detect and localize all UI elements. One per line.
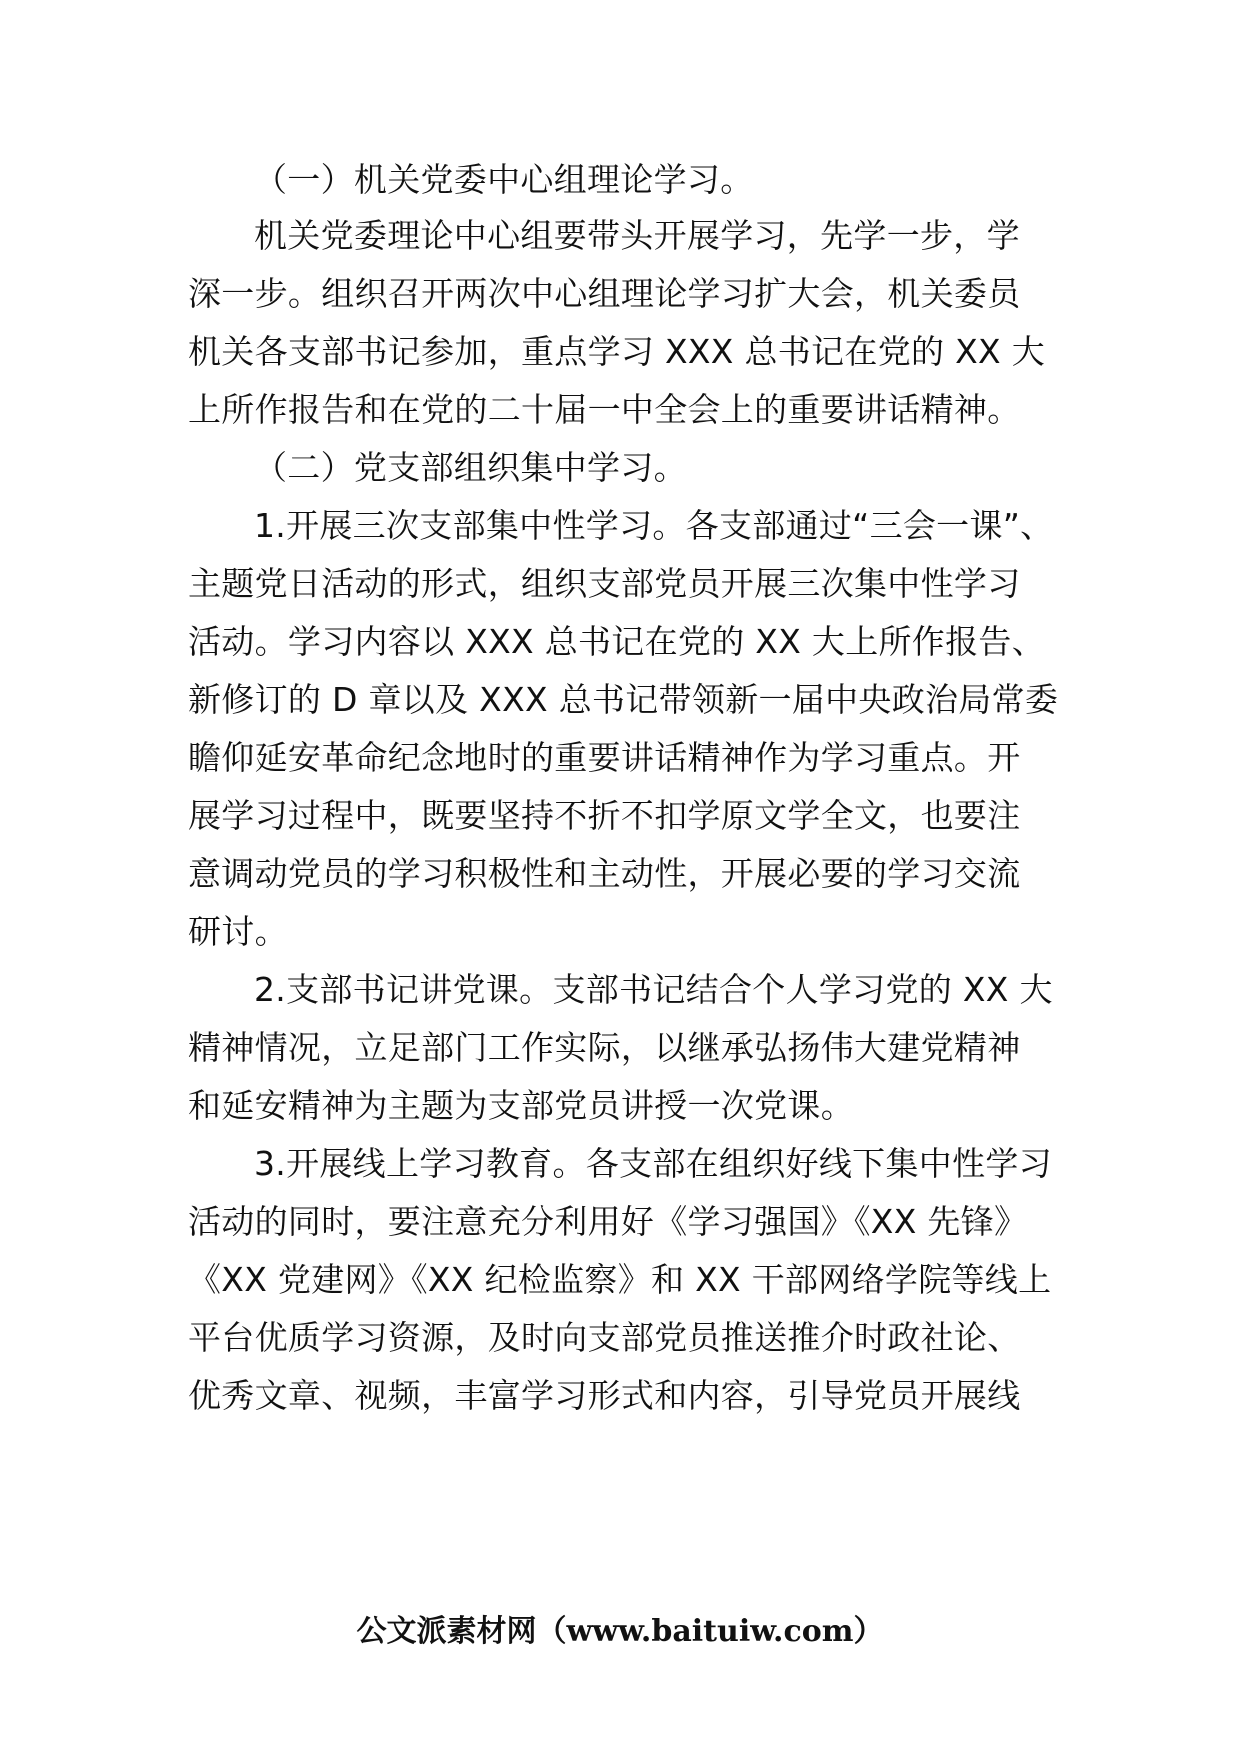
paragraph-line: 精神情况，立足部门工作实际，以继承弘扬伟大建党精神 bbox=[188, 1028, 1021, 1067]
paragraph-line: 活动。学习内容以 XXX 总书记在党的 XX 大上所作报告、 bbox=[188, 622, 1045, 661]
paragraph-line: 《XX 党建网》《XX 纪检监察》和 XX 干部网络学院等线上 bbox=[188, 1260, 1052, 1299]
paragraph-line: 活动的同时，要注意充分利用好《学习强国》《XX 先锋》 bbox=[188, 1202, 1028, 1241]
paragraph-line: 机关各支部书记参加，重点学习 XXX 总书记在党的 XX 大 bbox=[188, 332, 1045, 371]
paragraph-line: 意调动党员的学习积极性和主动性，开展必要的学习交流 bbox=[188, 854, 1021, 893]
paragraph-line: 主题党日活动的形式，组织支部党员开展三次集中性学习 bbox=[188, 564, 1021, 603]
page-footer: 公文派素材网（www.baituiw.com） bbox=[356, 1614, 884, 1649]
paragraph-line: 展学习过程中，既要坚持不折不扣学原文学全文，也要注 bbox=[188, 796, 1021, 835]
paragraph-line: 瞻仰延安革命纪念地时的重要讲话精神作为学习重点。开 bbox=[188, 738, 1021, 777]
paragraph-line: 深一步。组织召开两次中心组理论学习扩大会，机关委员 bbox=[188, 274, 1021, 313]
paragraph-line: 研讨。 bbox=[188, 912, 288, 951]
paragraph-line: 3.开展线上学习教育。各支部在组织好线下集中性学习 bbox=[254, 1144, 1052, 1183]
paragraph-line: 优秀文章、视频，丰富学习形式和内容，引导党员开展线 bbox=[188, 1376, 1021, 1415]
paragraph-line: 上所作报告和在党的二十届一中全会上的重要讲话精神。 bbox=[188, 390, 1021, 429]
paragraph-line: 1.开展三次支部集中性学习。各支部通过“三会一课”、 bbox=[254, 506, 1054, 545]
paragraph-line: 平台优质学习资源，及时向支部党员推送推介时政社论、 bbox=[188, 1318, 1021, 1357]
heading-2: （二）党支部组织集中学习。 bbox=[254, 448, 687, 487]
paragraph-line: 新修订的 D 章以及 XXX 总书记带领新一届中央政治局常委 bbox=[188, 680, 1059, 719]
paragraph-line: 和延安精神为主题为支部党员讲授一次党课。 bbox=[188, 1086, 854, 1125]
paragraph-line: 2.支部书记讲党课。支部书记结合个人学习党的 XX 大 bbox=[254, 970, 1053, 1009]
heading-1: （一）机关党委中心组理论学习。 bbox=[254, 160, 754, 199]
paragraph-line: 机关党委理论中心组要带头开展学习，先学一步，学 bbox=[254, 216, 1020, 255]
